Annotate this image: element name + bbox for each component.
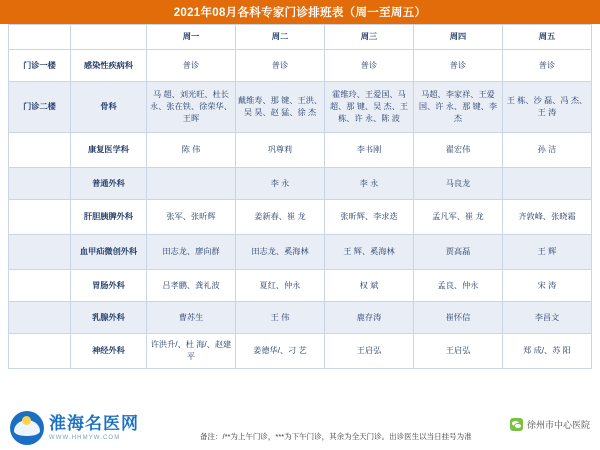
cell-wed: 王启弘 [325, 334, 414, 369]
floor-label: 门诊二楼 [9, 82, 71, 133]
department-label: 血甲疝微创外科 [71, 235, 147, 270]
cell-tue: 戴维寿、那 键、王洪、吴 昊、赵 猛、徐 杰 [236, 82, 325, 133]
logo-name-cn: 淮海名医网 [49, 414, 139, 433]
cell-tue: 田志龙、奚海林 [236, 235, 325, 270]
cell-fri: 王 辉 [503, 235, 592, 270]
cell-mon: 田志龙、廖向群 [147, 235, 236, 270]
cell-wed: 普诊 [325, 50, 414, 82]
cell-thu: 马超、李家祥、王爱国、许 永、那 键、李 杰 [414, 82, 503, 133]
cell-thu: 翟宏伟 [414, 133, 503, 168]
schedule-table-wrap [8, 24, 592, 369]
cell-thu: 王启弘 [414, 334, 503, 369]
cell-mon: 曹苏生 [147, 302, 236, 334]
cell-tue: 夏红、仲永 [236, 270, 325, 302]
cell-wed: 鹿存涛 [325, 302, 414, 334]
department-label: 乳腺外科 [71, 302, 147, 334]
logo-text [49, 415, 139, 441]
floor-label [9, 200, 71, 235]
cell-tue: 普诊 [236, 50, 325, 82]
cell-fri: 郑 成/、苏 阳 [503, 334, 592, 369]
cell-tue: 巩尊莉 [236, 133, 325, 168]
footnote: 备注：/**为上午门诊，***为下午门诊，其余为全天门诊。出诊医生以当日挂号为准 [200, 432, 472, 441]
header-wednesday: 周三 [325, 25, 414, 50]
wave-logo-icon [10, 411, 44, 445]
table-row [9, 334, 592, 369]
sun-dot [22, 416, 31, 425]
cell-tue: 李 永 [236, 168, 325, 200]
cell-mon: 马 超、刘光旺、杜长永、张在铁、徐荣华、王晖 [147, 82, 236, 133]
cell-thu: 孟凡军、崔 龙 [414, 200, 503, 235]
cell-wed: 权 斌 [325, 270, 414, 302]
department-label: 感染性疾病科 [71, 50, 147, 82]
cell-mon: 吕孝鹏、龚礼波 [147, 270, 236, 302]
header-friday: 周五 [503, 25, 592, 50]
cell-wed: 李书刚 [325, 133, 414, 168]
cell-thu: 马良龙 [414, 168, 503, 200]
wechat-account [510, 418, 590, 431]
table-row [9, 82, 592, 133]
cell-tue: 姜德华/、刁 艺 [236, 334, 325, 369]
logo-name-en: WWW.HHMYW.COM [49, 435, 121, 441]
schedule-table [8, 24, 592, 369]
table-header [9, 25, 592, 50]
header-tuesday: 周二 [236, 25, 325, 50]
cell-wed: 张昕辉、李求迭 [325, 200, 414, 235]
table-row [9, 235, 592, 270]
cell-wed: 霍维玲、王爱国、马 超、那 键、吴 杰、王 栋、许 永、陈 波 [325, 82, 414, 133]
department-label: 胃肠外科 [71, 270, 147, 302]
department-label: 骨科 [71, 82, 147, 133]
cell-fri: 普诊 [503, 50, 592, 82]
floor-label [9, 133, 71, 168]
cell-mon: 普诊 [147, 50, 236, 82]
cell-tue: 姜新春、崔 龙 [236, 200, 325, 235]
wechat-icon [510, 418, 523, 431]
table-row [9, 133, 592, 168]
cell-wed: 李 永 [325, 168, 414, 200]
header-thursday: 周四 [414, 25, 503, 50]
cell-mon: 张军、张昕辉 [147, 200, 236, 235]
cell-mon: 许洪升/、杜 海/、赵建平 [147, 334, 236, 369]
site-logo [10, 410, 190, 446]
floor-label [9, 334, 71, 369]
header-blank-dept [71, 25, 147, 50]
cell-fri: 齐敦峰、张晓霜 [503, 200, 592, 235]
table-row [9, 200, 592, 235]
table-row [9, 168, 592, 200]
department-label: 神经外科 [71, 334, 147, 369]
table-row [9, 270, 592, 302]
cell-mon: 陈 伟 [147, 133, 236, 168]
table-row [9, 302, 592, 334]
table-header-row [9, 25, 592, 50]
floor-label: 门诊一楼 [9, 50, 71, 82]
table-row [9, 50, 592, 82]
cell-fri: 孙 洁 [503, 133, 592, 168]
header-monday: 周一 [147, 25, 236, 50]
cell-thu: 贾高磊 [414, 235, 503, 270]
table-body [9, 50, 592, 369]
department-label: 普通外科 [71, 168, 147, 200]
department-label: 康复医学科 [71, 133, 147, 168]
cell-tue: 王 伟 [236, 302, 325, 334]
cell-wed: 王 辉、奚海林 [325, 235, 414, 270]
cell-thu: 普诊 [414, 50, 503, 82]
account-name: 徐州市中心医院 [526, 420, 590, 430]
floor-label [9, 235, 71, 270]
cell-fri: 李昌文 [503, 302, 592, 334]
floor-label [9, 270, 71, 302]
floor-label [9, 168, 71, 200]
cell-thu: 崔怀信 [414, 302, 503, 334]
cell-fri: 王 栋、沙 磊、冯 杰、王 涛 [503, 82, 592, 133]
cell-fri: 宋 涛 [503, 270, 592, 302]
header-blank-floor [9, 25, 71, 50]
cell-thu: 孟良、仲永 [414, 270, 503, 302]
page-title: 2021年08月各科专家门诊排班表（周一至周五） [0, 0, 600, 24]
department-label: 肝胆胰脾外科 [71, 200, 147, 235]
cell-mon [147, 168, 236, 200]
floor-label [9, 302, 71, 334]
cell-fri [503, 168, 592, 200]
